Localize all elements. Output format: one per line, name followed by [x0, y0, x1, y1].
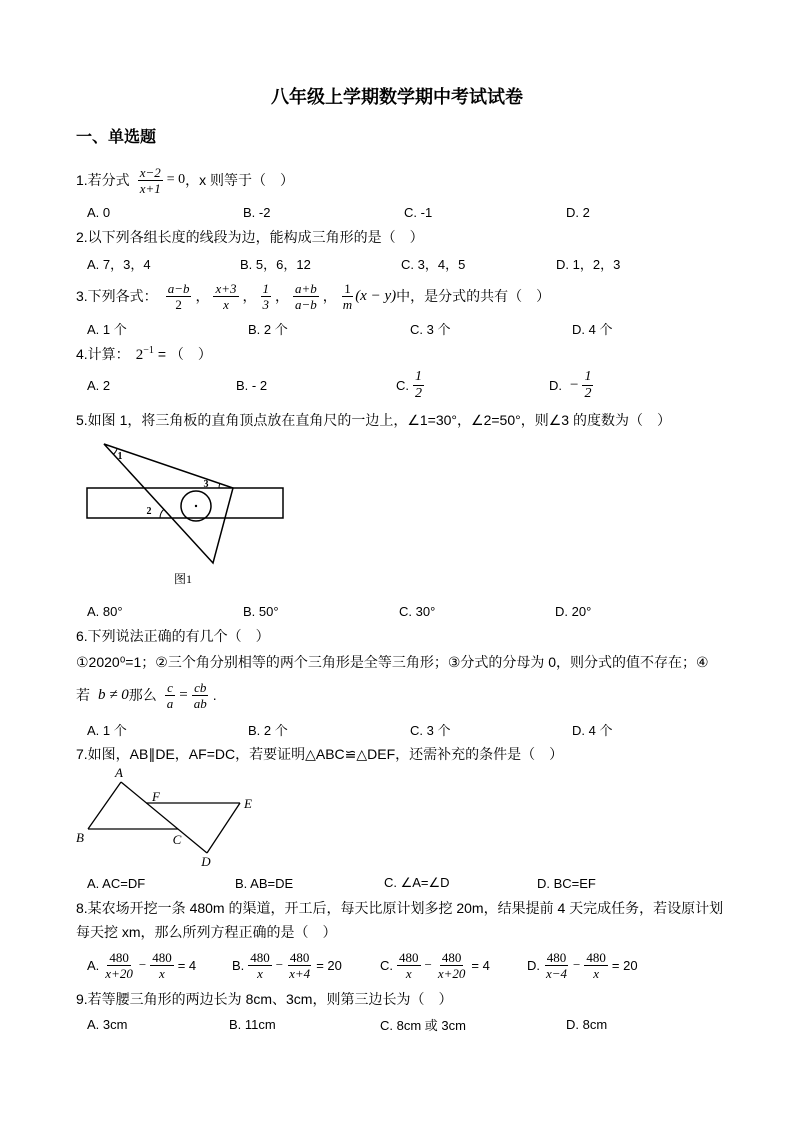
option-d: D. 1，2，3 — [556, 256, 621, 272]
option-label: A. — [87, 957, 100, 973]
option-a: A. 2 — [87, 377, 111, 393]
option-fraction — [413, 370, 424, 401]
point-d-label: D — [201, 854, 211, 869]
fraction-2 — [584, 951, 608, 980]
fraction-denominator: ab — [193, 695, 207, 711]
option-c: C. 3，4，5 — [401, 256, 466, 272]
question-8 — [76, 898, 723, 918]
option-c — [396, 369, 428, 401]
fraction-numerator: a+b — [295, 280, 317, 296]
power-exponent: −1 — [143, 344, 154, 356]
separator: ， — [275, 288, 290, 304]
fraction-1 — [397, 951, 421, 980]
option-label: C. — [396, 377, 409, 393]
statement-then: 那么 — [128, 687, 157, 703]
option-a: A. 7，3，4 — [87, 256, 151, 272]
fraction-numerator: c — [167, 679, 173, 695]
option-d: D. 4 个 — [572, 722, 613, 738]
fraction-numerator: 480 — [152, 949, 172, 965]
option-sign: − — [570, 376, 579, 393]
fraction-denominator: 2 — [415, 385, 422, 401]
question-4-options — [0, 369, 794, 401]
question-4 — [76, 343, 212, 365]
question-8-continued — [76, 922, 337, 942]
expression-1 — [166, 282, 192, 311]
question-6-options — [0, 719, 794, 739]
fraction-1 — [544, 951, 569, 980]
option-b: B. AB=DE — [235, 875, 294, 891]
option-d: D. 8cm — [566, 1016, 608, 1032]
option-c: C. ∠A=∠D — [384, 875, 450, 890]
ruler-rectangle — [87, 488, 283, 518]
expression-5-tail: (x − y) — [355, 287, 397, 304]
question-8-options — [0, 949, 794, 981]
section-heading: 一、单选题 — [76, 129, 157, 146]
separator: ， — [242, 288, 257, 304]
option-label: B. — [232, 957, 245, 973]
option-b — [232, 949, 342, 981]
option-c: C. -1 — [404, 204, 433, 220]
option-d: D. 2 — [566, 204, 590, 220]
option-b: B. -2 — [243, 204, 271, 220]
rhs-fraction — [192, 681, 209, 710]
option-b: B. - 2 — [236, 377, 268, 393]
question-4-text-before: 4.计算： — [76, 346, 130, 362]
angle-2-label: 2 — [146, 506, 152, 517]
option-b: B. 11cm — [229, 1016, 276, 1032]
option-fraction — [582, 370, 593, 401]
question-8-line-1: 8.某农场开挖一条 480m 的渠道，开工后，每天比原计划多挖 20m，结果提前 4 天完成任务，若设原计划 — [76, 900, 724, 916]
option-a: A. 3cm — [87, 1016, 128, 1032]
question-8-line-2: 每天挖 xm，那么所列方程正确的是（ ） — [76, 924, 337, 940]
option-label: C. — [380, 957, 393, 973]
question-5-options — [0, 601, 794, 621]
angle-1-label: 1 — [117, 451, 123, 462]
angle-3-label: 3 — [203, 479, 209, 490]
fraction-denominator: a−b — [295, 296, 317, 312]
fraction-denominator: x+20 — [437, 965, 466, 981]
question-9-text: 9.若等腰三角形的两边长为 8cm、3cm，则第三边长为（ ） — [76, 991, 453, 1007]
question-7-text: 7.如图，AB∥DE，AF=DC，若要证明△ABC≌△DEF，还需补充的条件是（ ） — [76, 746, 564, 762]
fraction-numerator: 1 — [344, 280, 351, 296]
point-a-label: A — [115, 765, 123, 780]
fraction-2 — [436, 951, 468, 980]
minus-sign: − — [424, 957, 432, 972]
fraction-1 — [103, 951, 135, 980]
statement-condition: b ≠ 0 — [98, 686, 129, 703]
question-9 — [76, 989, 452, 1009]
statement-if: 若 — [76, 687, 90, 703]
expression-3 — [261, 282, 272, 311]
question-1-text-before: 1.若分式 — [76, 172, 130, 188]
question-7 — [76, 744, 563, 764]
option-a: A. AC=DF — [87, 875, 146, 891]
point-e-label: E — [244, 796, 252, 811]
option-a: A. 0 — [87, 204, 111, 220]
option-c: C. 3 个 — [410, 722, 451, 738]
question-5 — [76, 410, 671, 430]
expression-4 — [293, 282, 319, 311]
option-label: D. — [527, 957, 540, 973]
option-d: D. BC=EF — [537, 875, 596, 891]
question-1-text-after: ，x 则等于（ ） — [185, 172, 295, 188]
fraction-numerator: 1 — [415, 368, 422, 384]
fraction-denominator: x+20 — [105, 965, 133, 981]
equation-rhs: = 20 — [611, 957, 638, 973]
minus-sign: − — [275, 957, 284, 972]
power-expression — [136, 345, 154, 364]
fraction-denominator: 3 — [262, 296, 270, 312]
fraction-1 — [248, 951, 272, 980]
question-3 — [76, 280, 550, 312]
question-1-options — [0, 202, 794, 222]
set-square-triangle — [104, 444, 233, 563]
question-1-equals: = 0 — [166, 172, 186, 187]
question-2 — [76, 227, 424, 247]
fraction-numerator: 480 — [441, 949, 462, 965]
fraction-denominator: x — [223, 296, 229, 312]
fraction-numerator: 480 — [250, 949, 270, 965]
fraction-denominator: x — [405, 965, 412, 981]
point-c-label: C — [172, 832, 182, 847]
separator: ， — [195, 288, 210, 304]
statement-end: . — [212, 687, 217, 703]
fraction-numerator: 480 — [399, 949, 419, 965]
fraction-denominator: x−4 — [546, 965, 568, 981]
power-base: 2 — [135, 346, 144, 363]
exam-title: 八年级上学期数学期中考试试卷 — [271, 87, 523, 107]
question-1-fraction — [138, 166, 163, 195]
fraction-numerator: cb — [194, 679, 207, 695]
option-b: B. 2 个 — [248, 321, 288, 337]
option-a — [87, 949, 196, 981]
point-f-label: F — [152, 789, 160, 804]
fraction-2 — [287, 951, 312, 980]
option-d: D. 20° — [555, 603, 592, 619]
expression-5 — [341, 282, 354, 311]
option-d: D. 4 个 — [572, 321, 613, 337]
question-3-text-after: 中，是分式的共有（ ） — [396, 288, 551, 304]
question-6-text: 6.下列说法正确的有几个（ ） — [76, 628, 270, 644]
fraction-denominator: x+4 — [289, 965, 311, 981]
question-7-options — [0, 873, 794, 893]
fraction-denominator: x — [159, 965, 165, 981]
question-3-options — [0, 318, 794, 338]
equation-rhs: = 4 — [177, 957, 197, 973]
fraction-denominator: x — [257, 965, 263, 981]
question-6-statement-4 — [76, 680, 217, 710]
fraction-denominator: x+1 — [139, 180, 161, 196]
option-c — [380, 949, 490, 981]
fraction-numerator: a−b — [167, 280, 190, 296]
minus-sign: − — [573, 957, 581, 972]
figure-1 — [80, 436, 290, 588]
option-d — [527, 949, 638, 981]
question-6 — [76, 626, 270, 646]
fraction-numerator: 1 — [584, 368, 592, 384]
angle-2-arc — [160, 509, 164, 518]
fraction-numerator: 1 — [262, 280, 270, 296]
figure-2 — [70, 762, 260, 872]
option-b: B. 5，6，12 — [240, 256, 311, 272]
fraction-2 — [150, 951, 174, 980]
minus-sign: − — [138, 957, 147, 972]
option-b: B. 50° — [243, 603, 279, 619]
option-a: A. 1 个 — [87, 321, 127, 337]
question-9-options — [0, 1014, 794, 1034]
fraction-numerator: x+3 — [215, 280, 237, 296]
option-label: D. — [549, 377, 562, 393]
option-c: C. 8cm 或 3cm — [380, 1017, 466, 1033]
question-2-text: 2.以下列各组长度的线段为边，能构成三角形的是（ ） — [76, 229, 424, 245]
fraction-numerator: x−2 — [139, 164, 161, 180]
question-5-text: 5.如图 1，将三角板的直角顶点放在直角尺的一边上，∠1=30°，∠2=50°，则∠3 的度数为（ ） — [76, 412, 671, 428]
fraction-numerator: 480 — [586, 949, 606, 965]
segment-ad — [121, 782, 207, 853]
question-3-text-before: 3.下列各式： — [76, 288, 158, 304]
fraction-denominator: 2 — [584, 385, 592, 401]
question-1 — [76, 165, 294, 195]
segment-ab — [88, 782, 121, 829]
fraction-numerator: 480 — [546, 949, 567, 965]
equation-rhs: = 4 — [471, 957, 490, 973]
question-6-statements — [76, 652, 709, 672]
option-d — [549, 369, 597, 401]
fraction-denominator: x — [593, 965, 600, 981]
equation-rhs: = 20 — [316, 957, 342, 973]
segment-ed — [207, 803, 240, 853]
lhs-fraction — [165, 681, 176, 710]
statement-equals: = — [179, 686, 188, 703]
option-a: A. 80° — [87, 603, 123, 619]
option-b: B. 2 个 — [248, 722, 288, 738]
fraction-denominator: m — [342, 296, 353, 312]
fraction-denominator: 2 — [175, 296, 182, 312]
question-2-options — [0, 253, 794, 273]
fraction-numerator: 480 — [109, 949, 129, 965]
hole-center-dot — [195, 505, 197, 507]
statements-text: ①2020⁰=1；②三个角分别相等的两个三角形是全等三角形；③分式的分母为 0，则分式的值不存在；④ — [76, 654, 709, 670]
question-4-text-after: = （ ） — [157, 346, 212, 362]
fraction-denominator: a — [166, 695, 174, 711]
figure-caption: 图1 — [173, 572, 193, 586]
fraction-numerator: 480 — [289, 949, 310, 965]
option-a: A. 1 个 — [87, 722, 127, 738]
separator: ， — [322, 288, 337, 304]
expression-2 — [213, 282, 238, 311]
option-c: C. 3 个 — [410, 321, 451, 337]
point-b-label: B — [76, 830, 84, 845]
option-c: C. 30° — [399, 603, 436, 619]
